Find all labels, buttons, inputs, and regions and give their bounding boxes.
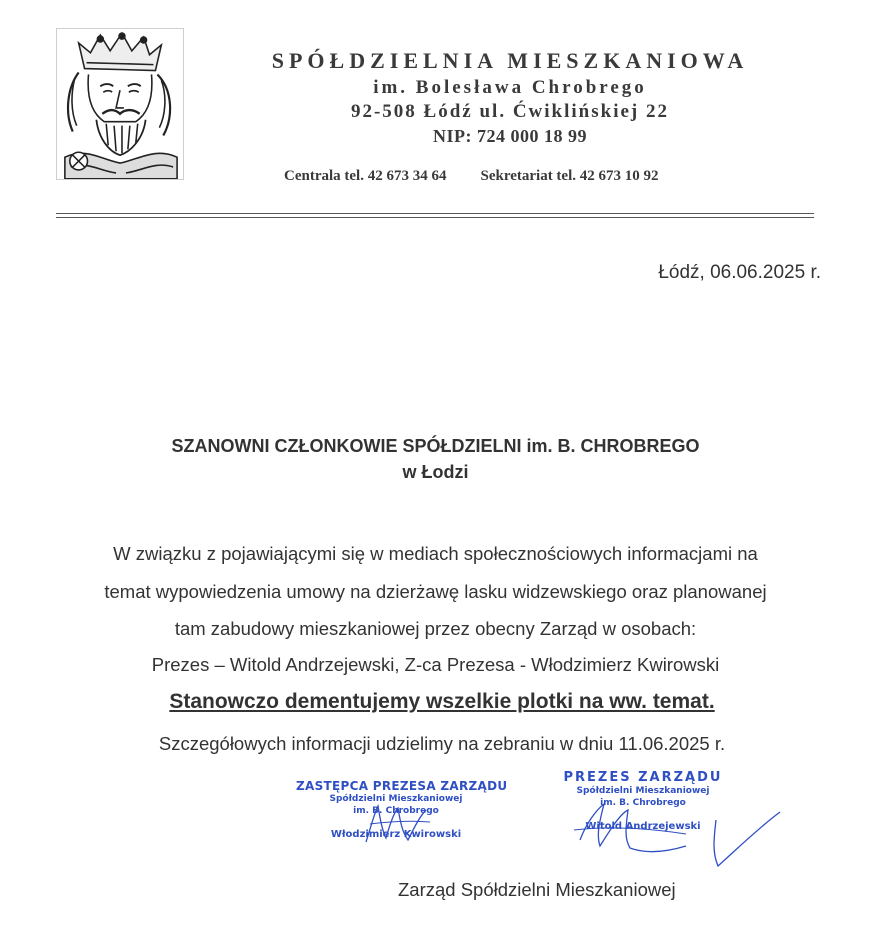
letter-date: Łódź, 06.06.2025 r. xyxy=(658,262,821,283)
body-line-3: tam zabudowy mieszkaniowej przez obecny Zarząd w osobach: xyxy=(174,618,697,639)
signatory-board: Zarząd Spółdzielni Mieszkaniowej xyxy=(398,879,676,900)
header-divider-top xyxy=(56,213,814,214)
cooperative-patron: im. Bolesława Chrobrego xyxy=(373,77,647,98)
body-line-4: Prezes – Witold Andrzejewski, Z-ca Prezesa - Włodzimierz Kwirowski xyxy=(151,654,720,675)
body-line-1: W związku z pojawiającymi się w mediach społecznościowych informacjami na xyxy=(113,543,758,564)
header-divider-bottom xyxy=(56,217,814,218)
cooperative-address: 92-508 Łódź ul. Ćwiklińskiej 22 xyxy=(350,101,669,122)
denial-statement: Stanowczo dementujemy wszelkie plotki na ww. temat. xyxy=(169,690,715,713)
body-line-2: temat wypowiedzenia umowy na dzierżawę lasku widzewskiego oraz planowanej xyxy=(104,581,767,602)
salutation-city: w Łodzi xyxy=(402,462,469,482)
stamp-person: Witold Andrzejewski xyxy=(585,821,701,832)
stamp-org: Spółdzielni Mieszkaniowej xyxy=(576,786,710,796)
cooperative-nip: NIP: 724 000 18 99 xyxy=(433,126,587,146)
phone-central: Centrala tel. 42 673 34 64 xyxy=(284,168,447,184)
president-signature-icon xyxy=(566,790,786,870)
stamp-patron: im. B. Chrobrego xyxy=(353,806,439,816)
stamp-patron: im. B. Chrobrego xyxy=(600,798,686,808)
cooperative-name: SPÓŁDZIELNIA MIESZKANIOWA xyxy=(271,48,749,73)
deputy-signature-icon xyxy=(360,800,440,850)
king-portrait-icon xyxy=(56,28,184,180)
stamp-title: PREZES ZARZĄDU xyxy=(563,770,723,785)
phone-secretariat: Sekretariat tel. 42 673 10 92 xyxy=(480,168,659,184)
phone-numbers xyxy=(284,168,659,185)
salutation-heading: SZANOWNI CZŁONKOWIE SPÓŁDZIELNI im. B. CHROBREGO xyxy=(171,436,700,456)
stamp-person: Włodzimierz Kwirowski xyxy=(330,829,462,840)
stamp-title: ZASTĘPCA PREZESA ZARZĄDU xyxy=(296,779,508,793)
body-line-meeting: Szczegółowych informacji udzielimy na zebraniu w dniu 11.06.2025 r. xyxy=(158,733,726,754)
stamp-org: Spółdzielni Mieszkaniowej xyxy=(329,794,463,804)
